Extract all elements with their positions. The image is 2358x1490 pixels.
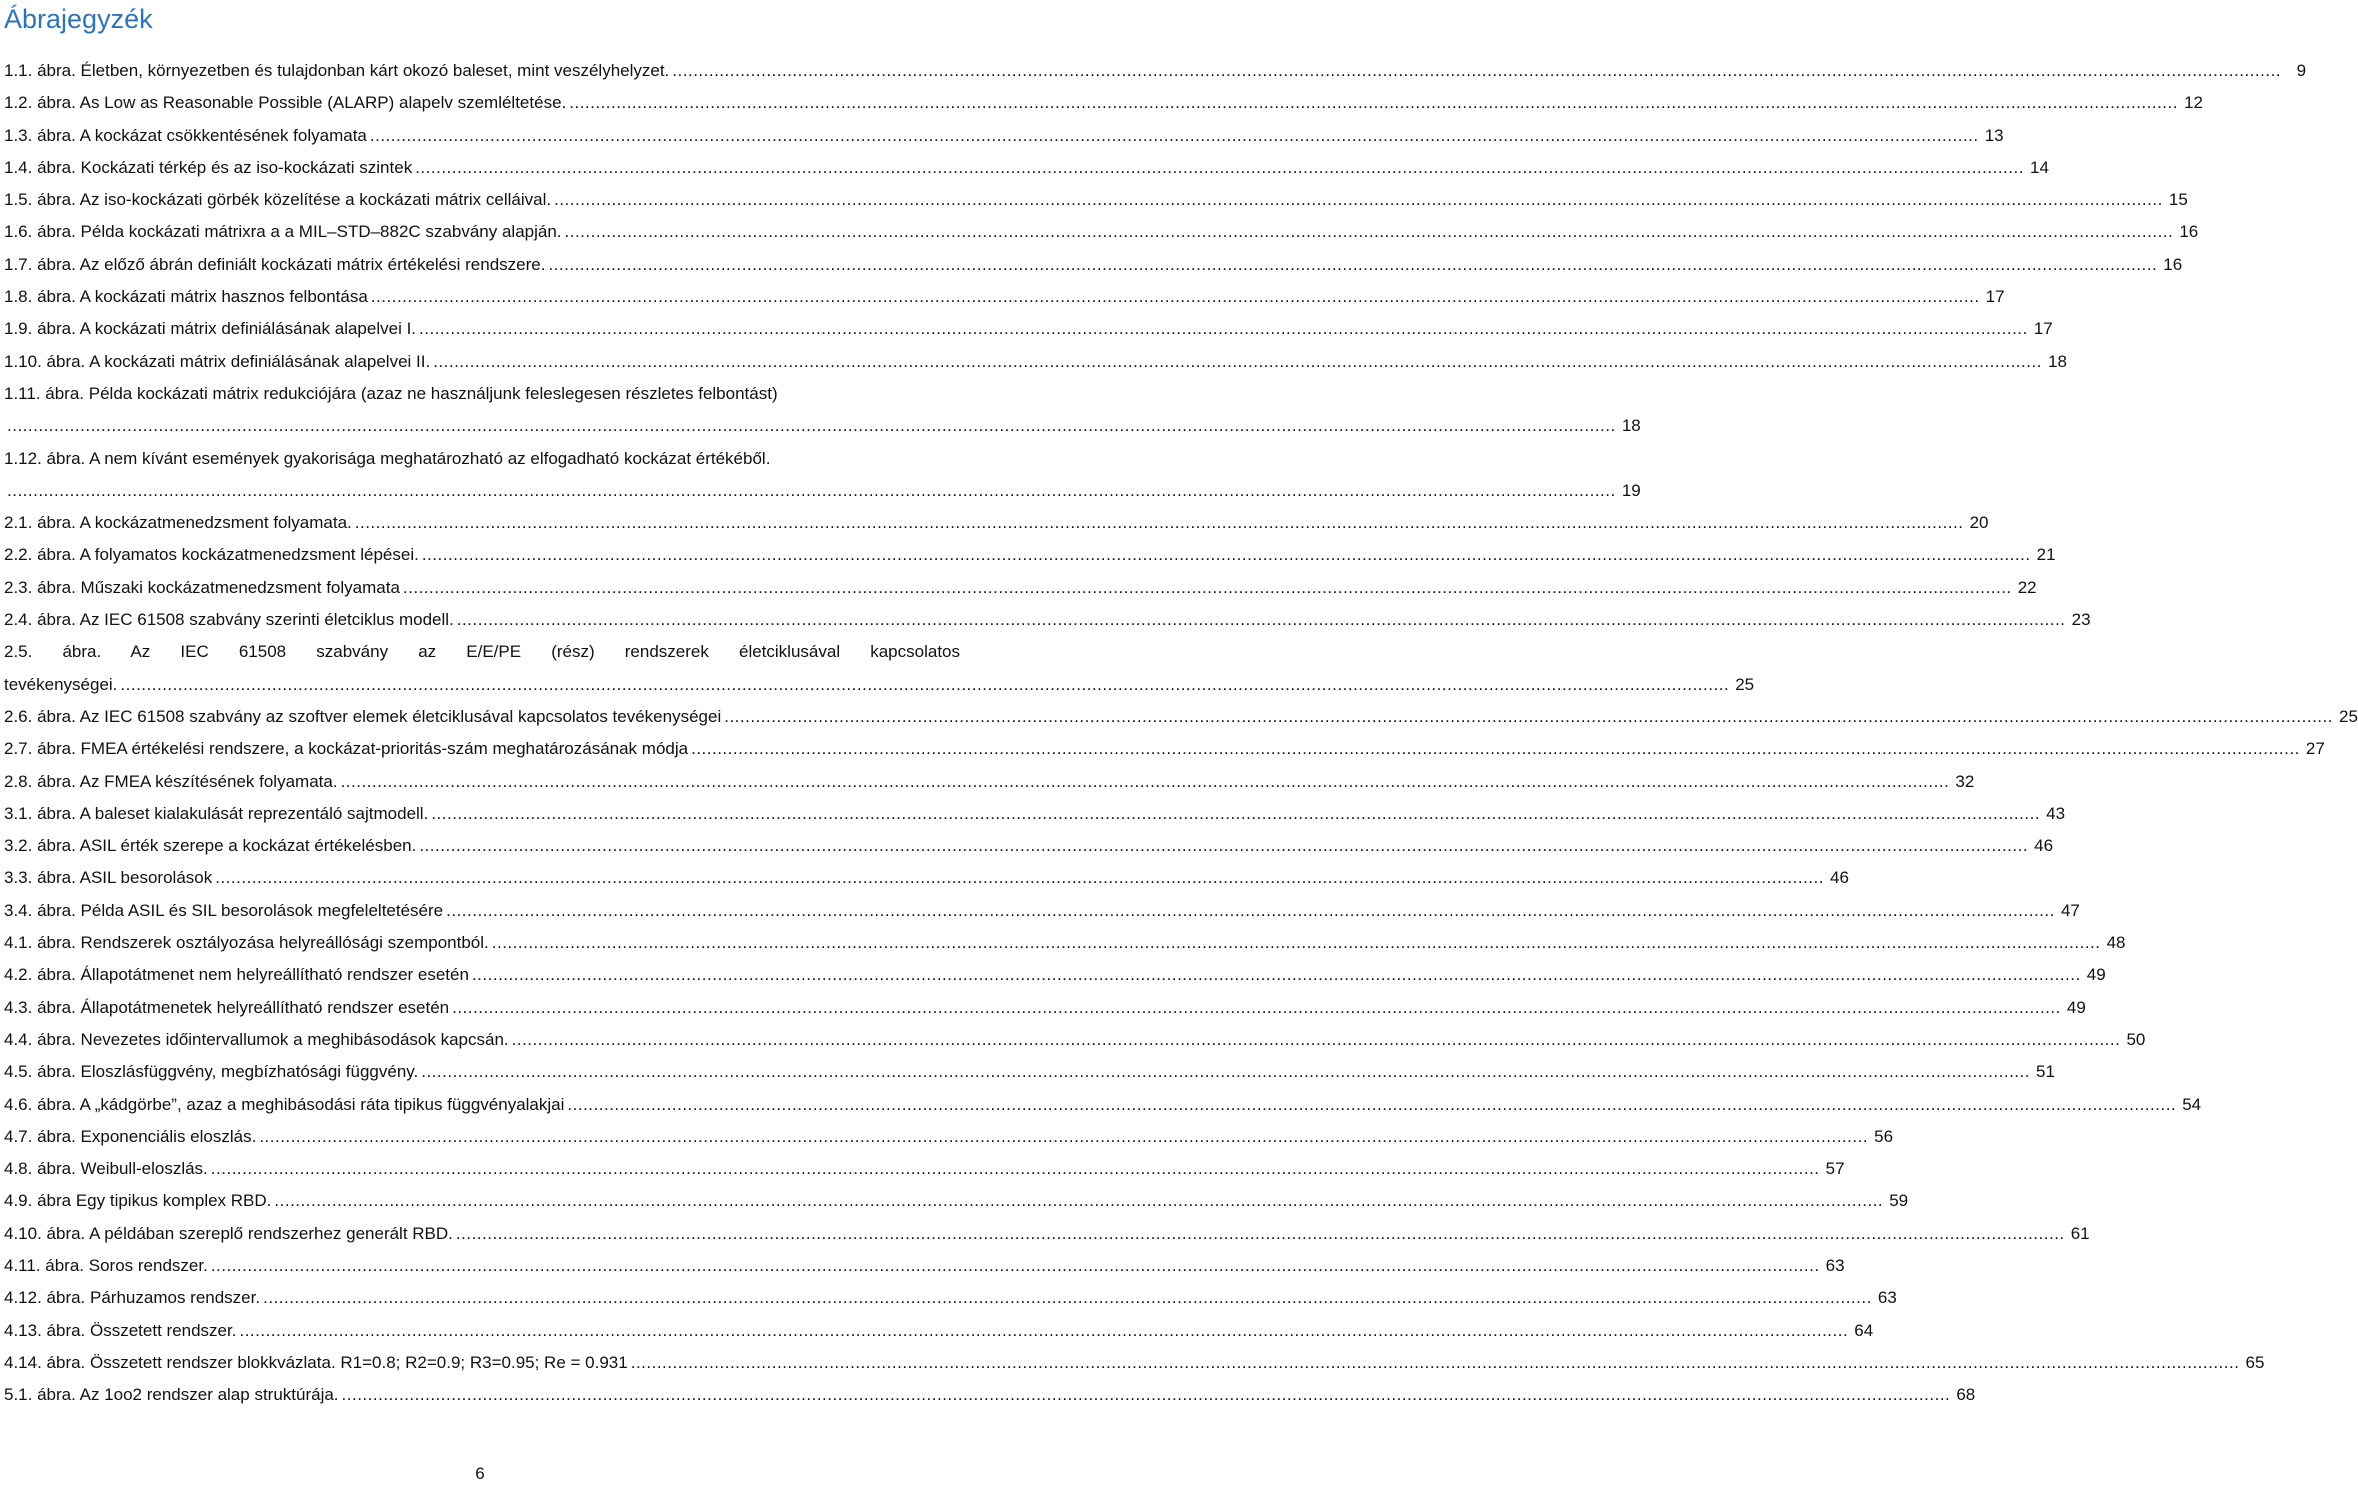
dot-leader (492, 927, 2101, 959)
dot-leader (342, 1379, 1951, 1411)
toc-entry-page: 46 (1830, 868, 1849, 888)
toc-entry[interactable] (4, 959, 2106, 991)
toc-entry-text-continued: tevékenységei. (4, 674, 118, 694)
toc-entry-page: 15 (2168, 190, 2188, 210)
toc-entry-page: 25 (2339, 706, 2358, 726)
toc-entry-page: 63 (1877, 1288, 1897, 1308)
toc-entry-page: 17 (1985, 287, 2005, 307)
toc-entry-text: 1.6. ábra. Példa kockázati mátrixra a a MIL–STD–882C szabvány alapján. (4, 222, 562, 242)
toc-entry[interactable] (4, 992, 2086, 1024)
dot-leader (371, 281, 1980, 313)
toc-entry-page: 59 (1889, 1191, 1909, 1211)
toc-entry-text: 4.7. ábra. Exponenciális eloszlás. (4, 1126, 257, 1146)
toc-entry-page: 16 (2163, 254, 2183, 274)
toc-entry-text: 1.1. ábra. Életben, környezetben és tulajdonban kárt okozó baleset, mint veszélyhelyzet. (4, 61, 670, 80)
toc-entry[interactable] (4, 1218, 2090, 1250)
dot-leader (274, 1185, 1883, 1217)
dot-leader (457, 604, 2066, 636)
toc-entry[interactable] (4, 1024, 2146, 1056)
toc-entry[interactable] (4, 895, 2080, 927)
toc-entry[interactable] (4, 830, 2054, 862)
toc-entry[interactable] (4, 346, 2067, 378)
dot-leader (415, 152, 2024, 184)
dot-leader (239, 1315, 1848, 1347)
toc-entry-text: 4.8. ábra. Weibull-eloszlás. (4, 1159, 208, 1179)
toc-entry-text: 1.7. ábra. Az előző ábrán definiált kockázati mátrix értékelési rendszere. (4, 254, 546, 274)
toc-entry-page: 27 (2305, 739, 2325, 759)
dot-leader (215, 862, 1824, 894)
toc-entry-text: 2.2. ábra. A folyamatos kockázatmenedzsment lépései. (4, 545, 419, 565)
toc-entry[interactable] (4, 636, 1755, 701)
toc-entry-page: 25 (1735, 674, 1755, 694)
dot-leader (419, 313, 2028, 345)
dot-leader (259, 1121, 1868, 1153)
toc-entry-text: 2.3. ábra. Műszaki kockázatmenedzsment folyamata (4, 577, 400, 597)
toc-entry-text: 4.2. ábra. Állapotátmenet nem helyreállítható rendszer esetén (4, 965, 469, 985)
toc-entry[interactable] (4, 120, 2004, 152)
toc-entry[interactable] (4, 572, 2037, 604)
toc-entry[interactable] (4, 507, 1989, 539)
toc-entry-text: 2.1. ábra. A kockázatmenedzsment folyamata. (4, 513, 352, 533)
toc-entry[interactable] (4, 604, 2091, 636)
toc-entry-page: 32 (1955, 771, 1975, 791)
dot-leader (341, 766, 1950, 798)
dot-leader (433, 346, 2042, 378)
dot-leader (422, 539, 2031, 571)
toc-entry-text: 3.1. ábra. A baleset kialakulását reprezentáló sajtmodell. (4, 803, 429, 823)
toc-entry-page: 54 (2182, 1094, 2202, 1114)
toc-entry-page: 49 (2066, 997, 2086, 1017)
dot-leader (569, 87, 2178, 119)
dot-leader (672, 55, 2281, 87)
toc-entry-page: 56 (1874, 1126, 1894, 1146)
toc-entry-page: 18 (1621, 416, 1641, 436)
toc-entry-text: 3.2. ábra. ASIL érték szerepe a kockázat értékelésben. (4, 836, 417, 856)
toc-entry[interactable] (4, 798, 2066, 830)
toc-entry-text: 2.7. ábra. FMEA értékelési rendszere, a kockázat-prioritás-szám meghatározásának módja (4, 739, 689, 759)
toc-entry-text: 4.6. ábra. A „kádgörbe”, azaz a meghibásodási ráta tipikus függvényalakjai (4, 1094, 565, 1114)
toc-entry-page: 21 (2036, 545, 2056, 565)
toc-entry-text: 1.3. ábra. A kockázat csökkentésének folyamata (4, 125, 367, 145)
toc-entry-text: 4.1. ábra. Rendszerek osztályozása helyreállósági szempontból. (4, 933, 489, 953)
toc-entry-page: 46 (2034, 836, 2054, 856)
toc-entry-text: 2.6. ábra. Az IEC 61508 szabvány az szoftver elemek életciklusával kapcsolatos tevékenységei (4, 706, 722, 726)
toc-entry-text: 1.10. ábra. A kockázati mátrix definiálásának alapelvei II. (4, 351, 431, 371)
toc-entry-text: 4.11. ábra. Soros rendszer. (4, 1255, 208, 1275)
toc-entry-text: 3.4. ábra. Példa ASIL és SIL besorolások megfeleltetésére (4, 900, 444, 920)
toc-entry-page: 20 (1969, 513, 1989, 533)
dot-leader (370, 120, 1979, 152)
toc-entry[interactable] (4, 766, 1975, 798)
toc-entry[interactable] (4, 1089, 2202, 1121)
toc-entry-page: 16 (2179, 222, 2199, 242)
toc-entry[interactable] (4, 539, 2056, 571)
toc-entry-text: 4.4. ábra. Nevezetes időintervallumok a meghibásodások kapcsán. (4, 1029, 509, 1049)
dot-leader (567, 1089, 2176, 1121)
dot-leader (211, 1153, 1820, 1185)
toc-entry-text: 1.9. ábra. A kockázati mátrix definiálásának alapelvei I. (4, 319, 417, 339)
toc-entry-page: 68 (1956, 1385, 1976, 1405)
toc-entry-text: 4.9. ábra Egy tipikus komplex RBD. (4, 1191, 272, 1211)
toc-entry[interactable] (4, 184, 2188, 216)
toc-entry-text: 1.5. ábra. Az iso-kockázati görbék közelítése a kockázati mátrix celláival. (4, 190, 552, 210)
toc-entry-page: 50 (2126, 1029, 2146, 1049)
toc-entry-page: 63 (1825, 1255, 1845, 1275)
toc-entry[interactable] (4, 216, 2199, 248)
dot-leader (724, 701, 2333, 733)
toc-entry-page: 64 (1854, 1320, 1874, 1340)
dot-leader (120, 669, 1729, 701)
toc-entry-text: 1.8. ábra. A kockázati mátrix hasznos felbontása (4, 287, 368, 307)
toc-entry-page: 22 (2017, 577, 2037, 597)
toc-entry[interactable] (4, 55, 2307, 87)
dot-leader (512, 1024, 2121, 1056)
toc-entry-page: 12 (2184, 93, 2203, 113)
dot-leader (452, 992, 2061, 1024)
toc-entry[interactable] (4, 443, 1641, 508)
toc-entry-text: 1.11. ábra. Példa kockázati mátrix redukciójára (azaz ne használjunk feleslegesen részletes felbontást) (4, 383, 778, 403)
toc-entry-text: 5.1. ábra. Az 1oo2 rendszer alap struktúrája. (4, 1385, 339, 1405)
toc-entry-text: 4.14. ábra. Összetett rendszer blokkvázlata. R1=0.8; R2=0.9; R3=0.95; Re = 0.931 (4, 1352, 628, 1372)
toc-entry[interactable] (4, 1315, 1874, 1347)
toc-entry-text: 1.2. ábra. As Low as Reasonable Possible (ALARP) alapelv szemléltetése. (4, 93, 567, 113)
dot-leader (691, 733, 2300, 765)
toc-entry-page: 17 (2033, 319, 2053, 339)
toc-entry[interactable] (4, 701, 2358, 733)
page-title: Ábrajegyzék (4, 4, 153, 34)
dot-leader (631, 1347, 2240, 1379)
dot-leader (263, 1282, 1872, 1314)
toc-entry[interactable] (4, 249, 2183, 281)
toc-entry[interactable] (4, 313, 2053, 345)
toc-entry-page: 23 (2071, 610, 2091, 630)
dot-leader (7, 410, 1616, 442)
dot-leader (565, 216, 2174, 248)
toc-entry-page: 9 (2296, 61, 2307, 80)
toc-entry-page: 57 (1825, 1159, 1845, 1179)
toc-entry[interactable] (4, 862, 1849, 894)
toc-entry-text: 2.4. ábra. Az IEC 61508 szabvány szerinti életciklus modell. (4, 610, 454, 630)
dot-leader (211, 1250, 1820, 1282)
toc-entry[interactable] (4, 152, 2049, 184)
toc-entry-page: 61 (2070, 1223, 2090, 1243)
toc-entry-page: 13 (1984, 125, 2004, 145)
toc-entry-page: 51 (2036, 1062, 2055, 1082)
toc-entry-text: 1.4. ábra. Kockázati térkép és az iso-kockázati szintek (4, 157, 413, 177)
toc-entry[interactable] (4, 281, 2005, 313)
dot-leader (554, 184, 2163, 216)
toc-entry-text: 4.12. ábra. Párhuzamos rendszer. (4, 1288, 261, 1308)
toc-entry[interactable] (4, 1347, 2265, 1379)
toc-entry-page: 49 (2086, 965, 2106, 985)
toc-entry[interactable] (4, 1121, 1894, 1153)
dot-leader (419, 830, 2028, 862)
dot-leader (548, 249, 2157, 281)
toc-entry-text: 2.8. ábra. Az FMEA készítésének folyamata. (4, 771, 338, 791)
toc-entry-page: 48 (2106, 933, 2126, 953)
dot-leader (446, 895, 2055, 927)
toc-entry-page: 14 (2030, 157, 2049, 177)
toc-entry-page: 18 (2048, 351, 2067, 371)
toc-entry[interactable] (4, 1153, 1845, 1185)
page-number: 6 (475, 1464, 485, 1483)
toc-entry[interactable] (4, 87, 2203, 119)
toc-entry-page: 47 (2060, 900, 2080, 920)
toc-entry-page: 43 (2046, 803, 2066, 823)
list-of-figures (4, 55, 2358, 1411)
dot-leader (472, 959, 2081, 991)
toc-entry[interactable] (4, 1250, 1845, 1282)
dot-leader (7, 475, 1616, 507)
toc-entry[interactable] (4, 927, 2126, 959)
toc-entry-text: 2.5. ábra. Az IEC 61508 szabvány az E/E/PE (rész) rendszerek életciklusával kapcsolatos (4, 642, 960, 662)
toc-entry-text: 1.12. ábra. A nem kívánt események gyakorisága meghatározható az elfogadható kockázat értékéből. (4, 448, 771, 468)
dot-leader (355, 507, 1964, 539)
toc-entry-text: 4.3. ábra. Állapotátmenetek helyreállítható rendszer esetén (4, 997, 450, 1017)
dot-leader (431, 798, 2040, 830)
dot-leader (421, 1056, 2030, 1088)
toc-entry[interactable] (4, 1185, 1909, 1217)
dot-leader (403, 572, 2012, 604)
toc-entry-text: 3.3. ábra. ASIL besorolások (4, 868, 213, 888)
toc-entry[interactable] (4, 733, 2325, 765)
toc-entry[interactable] (4, 378, 1641, 443)
toc-entry-page: 65 (2245, 1352, 2265, 1372)
toc-entry[interactable] (4, 1379, 1976, 1411)
toc-entry[interactable] (4, 1282, 1897, 1314)
toc-entry-page: 19 (1621, 480, 1641, 500)
toc-entry-text: 4.5. ábra. Eloszlásfüggvény, megbízhatósági függvény. (4, 1062, 419, 1082)
toc-entry-text: 4.10. ábra. A példában szereplő rendszerhez generált RBD. (4, 1223, 453, 1243)
dot-leader (456, 1218, 2065, 1250)
toc-entry-text: 4.13. ábra. Összetett rendszer. (4, 1320, 237, 1340)
toc-entry[interactable] (4, 1056, 2055, 1088)
